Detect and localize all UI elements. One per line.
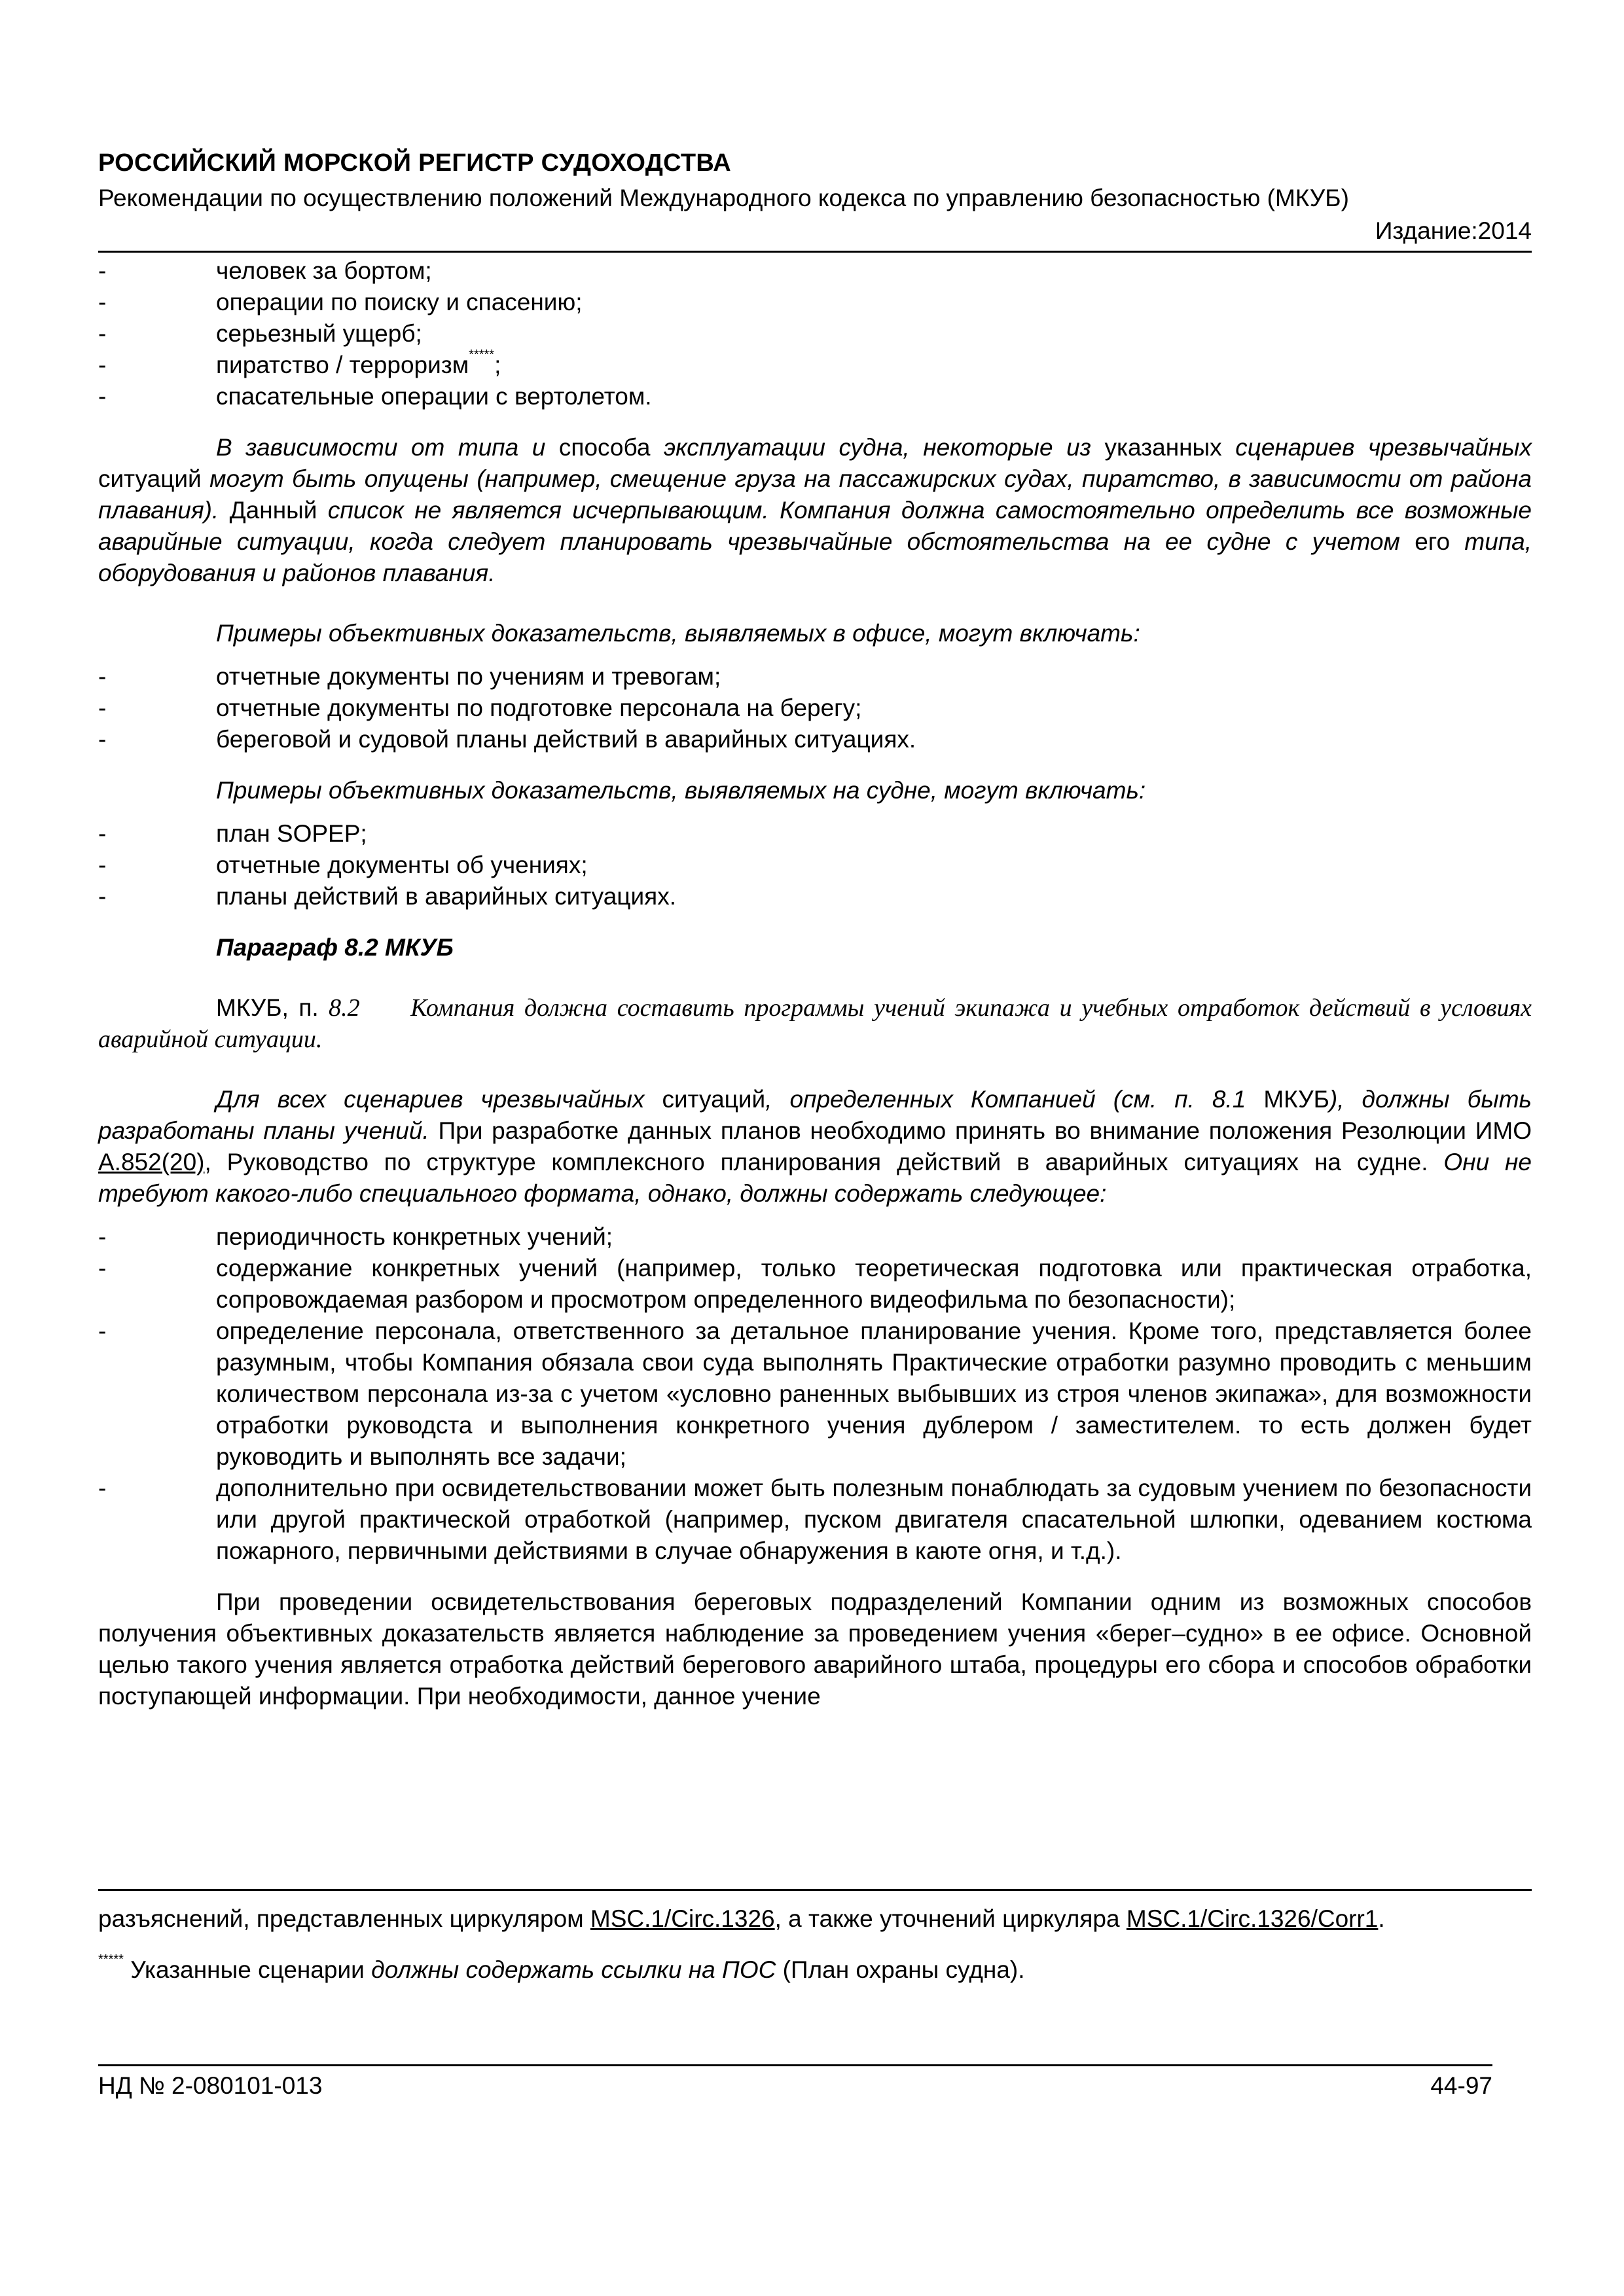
circular-link[interactable]: MSC.1/Circ.1326 bbox=[590, 1905, 775, 1932]
list-dash: - bbox=[98, 883, 107, 910]
list-item: - береговой и судовой планы действий в аварийных ситуациях. bbox=[98, 724, 1532, 755]
list-item: - периодичность конкретных учений; bbox=[98, 1221, 1532, 1253]
list-dash: - bbox=[98, 289, 107, 315]
footnote-pos: ***** Указанные сценарии должны содержать ссылки на ПОС (План охраны судна). bbox=[98, 1952, 1025, 1983]
list-dash: - bbox=[98, 383, 107, 410]
list-dash: - bbox=[98, 1318, 107, 1344]
ship-evidence-list bbox=[98, 818, 1532, 912]
list-dash: - bbox=[98, 694, 107, 721]
footnote-continuation: разъяснений, представленных циркуляром MSC.1/Circ.1326, а также уточнений циркуляра MSC.1/Circ.1326/Corr1. bbox=[98, 1905, 1385, 1932]
list-dash: - bbox=[98, 351, 107, 378]
body-text bbox=[98, 255, 1532, 1712]
list-dash: - bbox=[98, 726, 107, 753]
circular-corr-link[interactable]: MSC.1/Circ.1326/Corr1 bbox=[1126, 1905, 1379, 1932]
list-item: - определение персонала, ответственного за детальное планирование учения. Кроме того, представляется более разумным, чтобы Компания обязала свои суда выполнять Практические отработки разумно проводить с меньшим количеством персонала из-за с учетом «условно раненных выбывших из строя членов экипажа», для возможности отработки руководста и выполнения конкретного учения дублером / заместителем. то есть должен будет руководить и выполнять все задачи; bbox=[98, 1316, 1532, 1473]
footnote-mark: ***** bbox=[469, 348, 495, 362]
list-item: - планы действий в аварийных ситуациях. bbox=[98, 881, 1532, 912]
code-quote: МКУБ, п. 8.2 Компания должна составить программы учений экипажа и учебных отработок действий в условиях аварийной ситуации. bbox=[98, 994, 1532, 1053]
footnote-mark: ***** bbox=[98, 1952, 124, 1967]
drill-plan-list bbox=[98, 1221, 1532, 1567]
footer-page-number: 44-97 bbox=[1430, 2072, 1492, 2099]
footnote-rule bbox=[98, 1889, 1532, 1891]
list-item: - человек за бортом; bbox=[98, 255, 1532, 287]
paragraph-shore-drill: При проведении освидетельствования береговых подразделений Компании одним из возможных способов получения объективных доказательств является наблюдение за проведением учения «берег–судно» в ее офисе. Основной целью такого учения является отработка действий берегового аварийного штаба, процедуры его сбора и способов обработки поступающей информации. При необходимости, данное учение bbox=[98, 1588, 1532, 1710]
paragraph-heading: Параграф 8.2 МКУБ bbox=[216, 934, 454, 961]
list-dash: - bbox=[98, 820, 107, 847]
list-dash: - bbox=[98, 1475, 107, 1501]
list-item: - содержание конкретных учений (например, только теоретическая подготовка или практическая отработка, сопровождаемая разбором и просмотром определенного видеофильма по безопасности); bbox=[98, 1253, 1532, 1316]
scenario-list bbox=[98, 255, 1532, 412]
list-item: - отчетные документы по подготовке персонала на берегу; bbox=[98, 692, 1532, 724]
list-dash: - bbox=[98, 852, 107, 878]
header-subtitle: Рекомендации по осуществлению положений Международного кодекса по управлению безопасностью (МКУБ) bbox=[98, 185, 1349, 211]
list-item: - серьезный ущерб; bbox=[98, 318, 1532, 350]
paragraph-drill-plans: Для всех сценариев чрезвычайных ситуаций, определенных Компанией (см. п. 8.1 МКУБ), должны быть разработаны планы учений. При разработке данных планов необходимо принять во внимание положения Резолюции ИМО A.852(20), Руководство по структуре комплексного планирования действий в аварийных ситуациях на судне. Они не требуют какого-либо специального формата, однако, должны содержать следующее: bbox=[98, 1086, 1532, 1207]
list-item: - спасательные операции с вертолетом. bbox=[98, 381, 1532, 412]
header-rule bbox=[98, 251, 1532, 253]
footnotes bbox=[98, 1903, 1532, 1986]
list-dash: - bbox=[98, 320, 107, 347]
list-item: - пиратство / терроризм*****; bbox=[98, 350, 1532, 381]
office-evidence-list bbox=[98, 661, 1532, 755]
header-organization: РОССИЙСКИЙ МОРСКОЙ РЕГИСТР СУДОХОДСТВА bbox=[98, 149, 731, 177]
paragraph-scenarios: В зависимости от типа и способа эксплуатации судна, некоторые из указанных сценариев чрезвычайных ситуаций могут быть опущены (например, смещение груза на пассажирских судах, пиратство, в зависимости от района плавания). Данный список не является исчерпывающим. Компания должна самостоятельно определить все возможные аварийные ситуации, когда следует планировать чрезвычайные обстоятельства на ее судне с учетом его типа, оборудования и районов плавания. bbox=[98, 434, 1532, 586]
ship-evidence-intro: Примеры объективных доказательств, выявляемых на судне, могут включать: bbox=[216, 777, 1146, 804]
list-item: - отчетные документы по учениям и тревогам; bbox=[98, 661, 1532, 692]
resolution-link[interactable]: A.852(20) bbox=[98, 1149, 205, 1175]
list-item: - операции по поиску и спасению; bbox=[98, 287, 1532, 318]
list-dash: - bbox=[98, 1255, 107, 1282]
list-item: - дополнительно при освидетельствовании может быть полезным понаблюдать за судовым учением по безопасности или другой практической отработкой (например, пуском двигателя спасательной шлюпки, одеванием костюма пожарного, первичными действиями в случае обнаружения в каюте огня, и т.д.). bbox=[98, 1473, 1532, 1567]
list-dash: - bbox=[98, 663, 107, 690]
footer-rule bbox=[98, 2064, 1492, 2066]
header-edition: Издание:2014 bbox=[1375, 217, 1532, 244]
footer-doc-number: НД № 2-080101-013 bbox=[98, 2072, 323, 2099]
office-evidence-intro: Примеры объективных доказательств, выявляемых в офисе, могут включать: bbox=[216, 620, 1140, 647]
list-dash: - bbox=[98, 1223, 107, 1250]
list-dash: - bbox=[98, 257, 107, 284]
list-item: - отчетные документы об учениях; bbox=[98, 850, 1532, 881]
list-item: - план SOPEP; bbox=[98, 818, 1532, 850]
